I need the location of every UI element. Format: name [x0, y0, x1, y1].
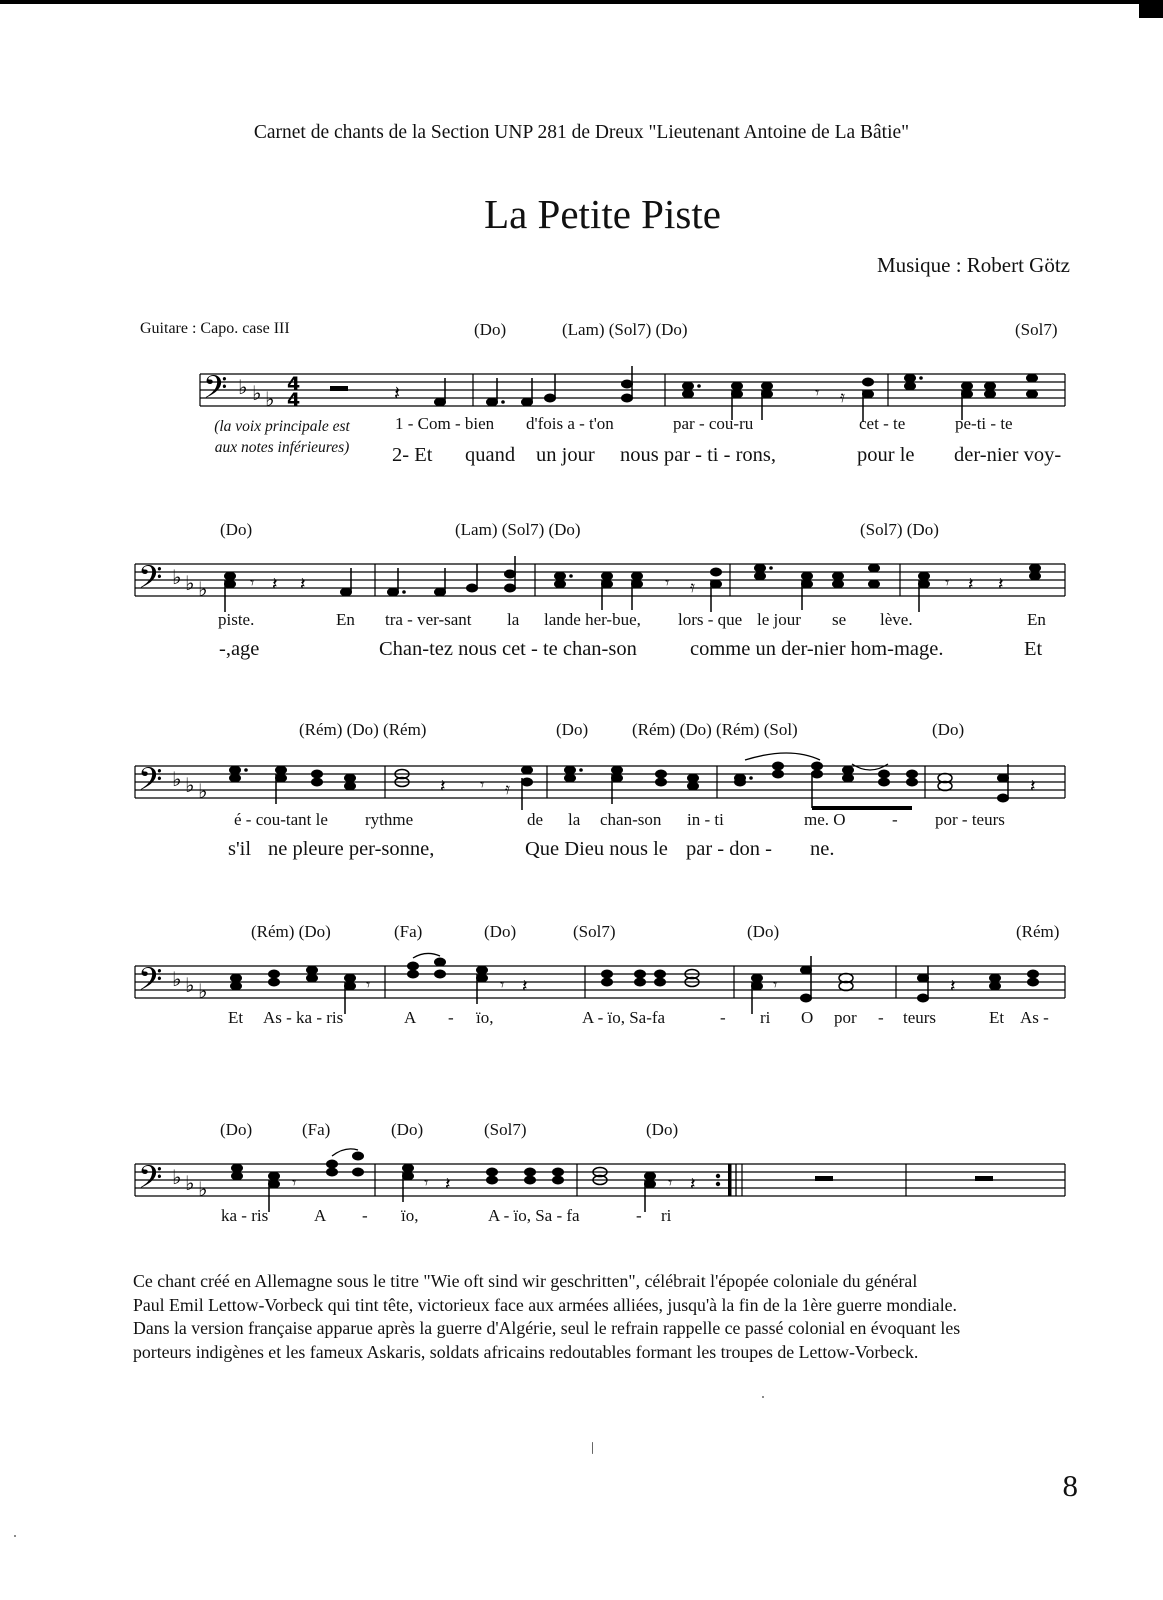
- svg-text:♭: ♭: [198, 579, 208, 601]
- chord-symbol: (Sol7): [484, 1120, 527, 1139]
- svg-text:𝄽: 𝄽: [272, 574, 278, 594]
- scan-speck: [14, 1535, 16, 1537]
- lyric-verse1: A - ïo, Sa - fa: [488, 1206, 580, 1225]
- guitar-capo-note: Guitare : Capo. case III: [140, 320, 290, 337]
- lyric-verse2: comme un der-nier hom-mage.: [690, 638, 944, 660]
- lyric-verse1: lande her-bue,: [544, 610, 641, 629]
- svg-text:𝄾: 𝄾: [292, 1175, 297, 1192]
- svg-text:♭: ♭: [198, 1179, 208, 1201]
- voice-note: (la voix principale est aux notes inférieures): [214, 418, 350, 456]
- songbook-header: Carnet de chants de la Section UNP 281 de Dreux "Lieutenant Antoine de La Bâtie": [253, 122, 910, 143]
- lyric-verse1: la: [568, 810, 581, 829]
- svg-text:♭: ♭: [198, 781, 208, 803]
- svg-text:𝄽: 𝄽: [950, 976, 956, 996]
- lyric-verse1: Et: [228, 1008, 244, 1027]
- svg-text:♭: ♭: [172, 769, 182, 791]
- lyric-verse2: Et: [1024, 638, 1043, 660]
- composer-credit: Musique : Robert Götz: [876, 253, 1070, 277]
- lyric-verse1: me. O: [804, 810, 846, 829]
- lyric-verse1: pe-ti - te: [955, 414, 1013, 433]
- svg-text:𝄾: 𝄾: [945, 575, 950, 592]
- lyric-verse1: En: [1027, 610, 1046, 629]
- lyric-verse1: -: [892, 810, 898, 829]
- svg-text:𝄽: 𝄽: [998, 574, 1004, 594]
- chord-symbol: (Fa): [394, 922, 423, 941]
- chord-symbol: (Fa): [302, 1120, 331, 1139]
- lyric-verse1: En: [336, 610, 355, 629]
- svg-text:♭: ♭: [185, 573, 195, 595]
- lyric-verse2: -,age: [219, 638, 260, 660]
- svg-text:𝄾: 𝄾: [815, 385, 820, 402]
- svg-text:𝄽: 𝄽: [440, 776, 446, 796]
- chord-symbol: (Do): [747, 922, 780, 941]
- lyric-verse2: pour le: [857, 444, 915, 466]
- chord-symbol: (Do): [932, 720, 965, 739]
- lyric-verse1: A: [314, 1206, 327, 1225]
- lyric-verse1: chan-son: [600, 810, 662, 829]
- svg-text:𝄽: 𝄽: [522, 976, 528, 996]
- lyric-verse1: cet - te: [859, 414, 906, 433]
- lyric-verse1: ri: [661, 1206, 672, 1225]
- lyric-verse1: ïo,: [476, 1008, 494, 1027]
- chord-symbol: (Do): [391, 1120, 424, 1139]
- chord-symbol: (Lam) (Sol7) (Do): [455, 520, 581, 539]
- lyric-verse1: A: [404, 1008, 417, 1027]
- svg-text:𝄽: 𝄽: [690, 1174, 696, 1194]
- lyric-verse2: par - don -: [686, 838, 772, 860]
- lyric-verse1: ïo,: [401, 1206, 419, 1225]
- lyric-verse1: -: [448, 1008, 454, 1027]
- chord-symbol: (Rém) (Do) (Rém) (Sol): [632, 720, 798, 739]
- top-border-corner: [1139, 0, 1163, 18]
- svg-text:♭: ♭: [265, 389, 275, 411]
- chord-symbol: (Rém): [1016, 922, 1060, 941]
- lyric-verse1: As -: [1020, 1008, 1049, 1027]
- scan-speck: [762, 1396, 764, 1398]
- chord-symbol: (Do): [220, 520, 253, 539]
- svg-text:𝄢: 𝄢: [138, 961, 163, 1005]
- svg-text:4: 4: [287, 389, 301, 411]
- svg-text:♭: ♭: [185, 975, 195, 997]
- svg-text:𝄽: 𝄽: [445, 1174, 451, 1194]
- svg-text:♭: ♭: [172, 1167, 182, 1189]
- lyric-verse2: Que Dieu nous le: [525, 838, 668, 860]
- lyric-verse1: tra - ver-sant: [385, 610, 472, 629]
- lyric-verse2: der-nier voy-: [954, 444, 1062, 466]
- svg-text:𝄢: 𝄢: [138, 1159, 163, 1203]
- chord-symbol: (Do): [556, 720, 589, 739]
- svg-text:♭: ♭: [238, 377, 248, 399]
- lyric-verse1: 1 - Com - bien: [395, 414, 495, 433]
- song-title: La Petite Piste: [484, 191, 721, 237]
- chord-symbol: (Do): [484, 922, 517, 941]
- chord-symbol: (Rém) (Do) (Rém): [299, 720, 427, 739]
- lyric-verse2: un jour: [536, 444, 595, 466]
- lyric-verse1: d'fois a - t'on: [526, 414, 614, 433]
- lyric-verse2: s'il: [228, 838, 252, 860]
- lyric-verse1: piste.: [218, 610, 255, 629]
- svg-text:𝄢: 𝄢: [138, 761, 163, 805]
- svg-text:𝄢: 𝄢: [138, 559, 163, 603]
- lyric-verse1: por - teurs: [935, 810, 1005, 829]
- lyric-verse1: la: [507, 610, 520, 629]
- svg-text:𝄾: 𝄾: [250, 575, 255, 592]
- lyric-verse1: de: [527, 810, 544, 829]
- svg-text:𝄾: 𝄾: [665, 575, 670, 592]
- lyric-verse1: -: [362, 1206, 368, 1225]
- lyric-verse1: As - ka - ris: [263, 1008, 344, 1027]
- svg-text:♭: ♭: [185, 1173, 195, 1195]
- music-staff: [0, 1140, 1163, 1220]
- svg-text:𝄽: 𝄽: [300, 574, 306, 594]
- scan-speck: [592, 1442, 593, 1454]
- lyric-verse1: rythme: [365, 810, 414, 829]
- lyric-verse1: por: [834, 1008, 857, 1027]
- svg-text:4: 4: [287, 373, 301, 395]
- svg-text:𝄾: 𝄾: [366, 977, 371, 994]
- lyric-verse1: se: [832, 610, 847, 629]
- chord-symbol: (Rém) (Do): [251, 922, 331, 941]
- lyric-verse1: é - cou-tant le: [234, 810, 328, 829]
- page-number: 8: [1062, 1468, 1078, 1503]
- svg-text:𝄾: 𝄾: [424, 1175, 429, 1192]
- lyric-verse1: A - ïo, Sa-fa: [582, 1008, 666, 1027]
- chord-symbol: (Do): [646, 1120, 679, 1139]
- lyric-verse2: ne.: [810, 838, 835, 860]
- lyric-verse1: -: [878, 1008, 884, 1027]
- chord-symbol: (Do): [220, 1120, 253, 1139]
- svg-text:𝄽: 𝄽: [968, 574, 974, 594]
- chord-symbol: (Sol7): [573, 922, 616, 941]
- chord-symbol: (Sol7) (Do): [860, 520, 939, 539]
- lyric-verse2: nous par - ti - rons,: [620, 444, 777, 466]
- svg-text:𝄾: 𝄾: [480, 777, 485, 794]
- lyric-verse1: -: [636, 1206, 642, 1225]
- lyric-verse1: -: [720, 1008, 726, 1027]
- lyric-verse1: teurs: [903, 1008, 937, 1027]
- svg-text:𝄢: 𝄢: [203, 369, 228, 413]
- lyric-verse1: O: [801, 1008, 814, 1027]
- svg-text:𝄽: 𝄽: [1030, 776, 1036, 796]
- lyric-verse1: ka - ris: [221, 1206, 269, 1225]
- svg-text:♭: ♭: [185, 775, 195, 797]
- chord-symbol: (Sol7): [1015, 320, 1058, 339]
- svg-text:𝄽: 𝄽: [394, 383, 401, 405]
- chord-symbol: (Lam) (Sol7) (Do): [562, 320, 688, 339]
- svg-text:𝄿: 𝄿: [690, 579, 695, 596]
- lyric-verse2: ne pleure per-sonne,: [268, 838, 435, 860]
- svg-text:𝄾: 𝄾: [668, 1175, 673, 1192]
- top-border: [0, 0, 1163, 4]
- svg-text:♭: ♭: [172, 567, 182, 589]
- lyric-verse2: quand: [465, 444, 516, 466]
- svg-text:♭: ♭: [172, 969, 182, 991]
- music-staff: [0, 540, 1163, 620]
- lyric-verse2: Chan-tez nous cet - te chan-son: [379, 638, 637, 660]
- lyric-verse1: par - cou-ru: [673, 414, 754, 433]
- lyric-verse1: le jour: [757, 610, 801, 629]
- svg-text:𝄿: 𝄿: [505, 781, 510, 798]
- svg-text:♭: ♭: [252, 383, 262, 405]
- svg-text:𝄾: 𝄾: [773, 977, 778, 994]
- lyric-verse1: lors - que: [678, 610, 743, 629]
- svg-text:♭: ♭: [198, 981, 208, 1003]
- lyric-verse1: in - ti: [687, 810, 724, 829]
- lyric-verse2: 2- Et: [392, 444, 433, 466]
- lyric-verse1: Et: [989, 1008, 1005, 1027]
- lyric-verse1: lève.: [880, 610, 913, 629]
- svg-text:𝄾: 𝄾: [500, 977, 505, 994]
- chord-symbol: (Do): [474, 320, 507, 339]
- lyric-verse1: ri: [760, 1008, 771, 1027]
- song-history-note: Ce chant créé en Allemagne sous le titre "Wie oft sind wir geschritten", célébrait l'épopée coloniale du général Paul Emil Lettow-Vorbeck qui tint tête, victorieux face aux armées alliées, jusqu'à la fin de la 1ère guerre mondiale. Dans la version française apparue après la guerre d'Algérie, seul le refrain rappelle ce passé colonial en évoquant les porteurs indigènes et les fameux Askaris, soldats africains redoutables formant les troupes de Lettow-Vorbeck.: [133, 1271, 961, 1362]
- svg-text:𝄿: 𝄿: [840, 389, 845, 406]
